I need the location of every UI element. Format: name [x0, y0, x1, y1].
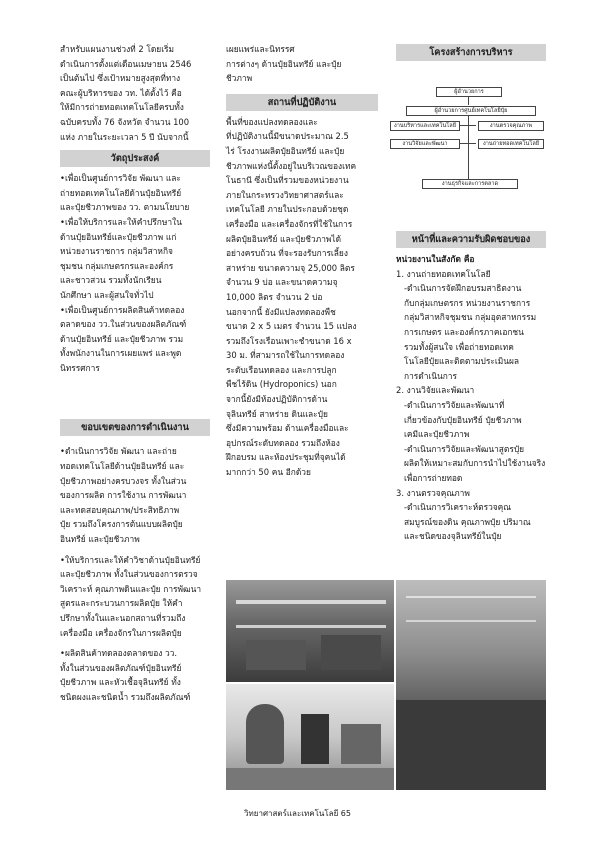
text-line: ให้มีการถ่ายทอดเทคโนโลยีครบทั้ง — [60, 102, 184, 113]
scope-heading: ขอบเขตของการดำเนินงาน — [60, 419, 210, 436]
text-line: ระดับเรือนทดลอง และการปลูก — [226, 364, 337, 375]
text-line: ที่ปฏิบัติงานนี้มีขนาดประมาณ 2.5 — [226, 131, 349, 142]
intro-continued — [226, 42, 378, 86]
text-line: ทั้งพนักงานในการเผยแพร่ และพูด — [60, 348, 182, 359]
text-line: นักศึกษา และผู้สนใจทั่วไป — [60, 289, 154, 300]
text-line: ปุ๋ย รวมถึงโครงการต้นแบบผลิตปุ๋ย — [60, 519, 183, 530]
text-line: นอกจากนี้ ยังมีแปลงทดลองพืช — [226, 306, 336, 317]
objectives-heading: วัตถุประสงค์ — [60, 150, 210, 167]
text-line: ฝึกอบรม และห้องประชุมที่จุคนได้ — [226, 452, 346, 463]
text-line: ภายในกระทรวงวิทยาศาสตร์และ — [226, 189, 344, 200]
text-line: -ดำเนินการวิเคราะห์ตรวจคุณ — [404, 502, 512, 513]
text-line: ปุ๋ยชีวภาพ และหัวเชื้อจุลินทรีย์ ทั้ง — [60, 677, 181, 688]
text-line: ขนาด 2 x 5 เมตร จำนวน 15 แปลง — [226, 321, 357, 332]
text-line: ฉบับครบทั้ง 76 จังหวัด จำนวน 100 — [60, 116, 190, 127]
location-paragraph — [226, 115, 378, 480]
text-line: เกี่ยวข้องกับปุ๋ยอินทรีย์ ปุ๋ยชีวภาพ — [404, 414, 522, 425]
text-line: พื้นที่ของแปลงทดลองและ — [226, 116, 318, 127]
org-chart — [393, 75, 546, 193]
greenhouse-photo — [226, 580, 394, 682]
text-line: และชาวสวน รวมทั้งนักเรียน — [60, 275, 162, 286]
text-line: จากนี้ยังมีห้องปฏิบัติการด้าน — [226, 394, 328, 405]
text-line: -ดำเนินการวิจัยและพัฒนาที่ — [404, 399, 505, 410]
text-line: โนธานี ซึ่งเป็นที่รวมของหน่วยงาน — [226, 175, 349, 186]
text-line: นิทรรศการ — [60, 362, 100, 373]
text-line: กับกลุ่มเกษตรกร หน่วยงานราชการ — [404, 297, 531, 308]
text-line: ชนิดผงและชนิดน้ำ รวมถึงผลิตภัณฑ์ — [60, 691, 191, 702]
text-line: สมบูรณ์ของดิน คุณภาพปุ๋ย ปริมาณ — [404, 516, 531, 527]
org-box-transfer: งานถ่ายทอดเทคโนโลยี — [478, 139, 544, 149]
text-line: คณะผู้บริหารของ วท. ได้ตั้งไว้ คือ — [60, 87, 182, 98]
text-line: •ให้บริการและให้คำวิชาด้านปุ๋ยอินทรีย์ — [60, 554, 201, 565]
text-line: ด้านปุ๋ยอินทรีย์ และปุ๋ยชีวภาพ รวม — [60, 333, 184, 344]
text-line: เคมีและปุ๋ยชีวภาพ — [404, 429, 470, 440]
text-line: ทั้งในส่วนของผลิตภัณฑ์ปุ๋ยอินทรีย์ — [60, 662, 182, 673]
text-line: ไร่ โรงงานผลิตปุ๋ยอินทรีย์ และปุ๋ย — [226, 145, 345, 156]
plant-photo — [396, 580, 546, 790]
text-line: •ผลิตสินค้าทดลองตลาดของ วว. — [60, 648, 178, 659]
text-line: ด้านปุ๋ยอินทรีย์และปุ๋ยชีวภาพ แก่ — [60, 231, 177, 242]
text-line: ชีวภาพแห่งนี้ตั้งอยู่ในบริเวณของเทค — [226, 160, 357, 171]
duties-heading: หน้าที่และความรับผิดชอบของ — [396, 231, 546, 248]
text-line: โนโลยีปุ๋ยและติดตามประเมินผล — [404, 356, 520, 367]
text-line: ปุ๋ยชีวภาพอย่างครบวงจร ทั้งในส่วน — [60, 475, 187, 486]
text-line: การต่างๆ ด้านปุ๋ยอินทรีย์ และปุ๋ย — [226, 58, 342, 69]
text-line: ถ่ายทอดเทคโนโลยีด้านปุ๋ยอินทรีย์ — [60, 187, 182, 198]
text-line: 10,000 ลิตร จำนวน 2 บ่อ — [226, 291, 323, 302]
text-line: มากกว่า 50 คน อีกด้วย — [226, 467, 311, 478]
duties-subheading: หน่วยงานในสังกัด คือ — [396, 254, 475, 264]
text-line: การดำเนินการ — [404, 370, 457, 381]
org-box-top: ผู้อำนวยการ — [436, 87, 502, 97]
text-line: สูตรและกระบวนการผลิตปุ๋ย ให้คำ — [60, 598, 183, 609]
text-line: •เพื่อเป็นศูนย์การผลิตสินค้าทดลอง — [60, 304, 185, 315]
text-line: สำหรับแผนงานช่วงที่ 2 โดยเริ่ม — [60, 44, 175, 54]
text-line: เพื่อการถ่ายทอด — [404, 472, 463, 483]
text-line: เทคโนโลยี ภายในประกอบด้วยชุด — [226, 204, 349, 215]
text-line: และปุ๋ยชีวภาพของ วว. ตามนโยบาย — [60, 202, 190, 213]
text-line: วิเคราะห์ คุณภาพดินและปุ๋ย การพัฒนา — [60, 583, 202, 594]
text-line: ชุมชน กลุ่มเกษตรกรและองค์กร — [60, 260, 174, 271]
text-line: •ดำเนินการวิจัย พัฒนา และถ่าย — [60, 446, 177, 457]
duties-list — [396, 267, 546, 544]
column-2 — [226, 0, 378, 480]
duty-title: 2. งานวิจัยและพัฒนา — [396, 385, 475, 396]
location-heading: สถานที่ปฏิบัติงาน — [226, 94, 378, 111]
text-line: เผยแพร่และนิทรรศ — [226, 44, 295, 54]
text-line: กลุ่มวิสาหกิจชุมชน กลุ่มอุตสาหกรรม — [404, 312, 537, 323]
text-line: พืชไร้ดิน (Hydroponics) นอก — [226, 379, 337, 390]
text-line: ผลิตให้เหมาะสมกับการนำไปใช้งานจริง — [404, 458, 546, 469]
text-line: และชนิดของจุลินทรีย์ในปุ๋ย — [404, 531, 502, 542]
text-line: ชีวภาพ — [226, 73, 253, 84]
text-line: ดำเนินการตั้งแต่เดือนเมษายน 2546 — [60, 58, 192, 69]
text-line: จุลินทรีย์ สาหร่าย ดินและปุ๋ย — [226, 408, 328, 419]
text-line: เครื่องมือ และเครื่องจักรที่ใช้ในการ — [226, 218, 353, 229]
duty-title: 3. งานตรวจคุณภาพ — [396, 487, 470, 498]
org-box-admin: งานบริหารและเทคโนโลยี — [390, 121, 460, 131]
text-line: การเกษตร และองค์กรภาคเอกชน — [404, 326, 524, 337]
page-footer: วิทยาศาสตร์และเทคโนโลยี 65 — [244, 809, 351, 818]
text-line: 30 ม. ที่สามารถใช้ในการทดลอง — [226, 350, 345, 361]
text-line: รวมถึงโรงเรือนเพาะชำขนาด 16 x — [226, 335, 352, 346]
text-line: หน่วยงานราชการ กลุ่มวิสาหกิจ — [60, 246, 173, 257]
text-line: เป็นต้นไป ซึ่งเป้าหมายสูงสุดที่ทาง — [60, 73, 181, 84]
laboratory-photo — [226, 684, 394, 790]
text-line: -ดำเนินการจัดฝึกอบรมสาธิตงาน — [404, 283, 522, 294]
text-line: อุปกรณ์ระดับทดลอง รวมถึงห้อง — [226, 437, 340, 448]
text-line: ของการผลิต การใช้งาน การพัฒนา — [60, 490, 187, 501]
text-line: ซึ่งมีความพร้อม ด้านเครื่องมือและ — [226, 423, 349, 434]
org-box-research: งานวิจัยและพัฒนา — [390, 139, 460, 149]
text-line: ปรึกษาทั้งในและนอกสถานที่รวมถึง — [60, 613, 186, 623]
text-line: •เพื่อเป็นศูนย์การวิจัย พัฒนา และ — [60, 173, 181, 184]
objectives-list — [60, 171, 210, 375]
column-3-duties — [396, 231, 546, 544]
text-line: เครื่องมือ เครื่องจักรในการผลิตปุ๋ย — [60, 627, 182, 638]
text-line: •เพื่อให้บริการและให้คำปรึกษาใน — [60, 216, 182, 227]
text-line: ตลาดของ วว.ในส่วนของผลิตภัณฑ์ — [60, 319, 187, 330]
column-3 — [396, 0, 546, 61]
text-line: สาหร่าย ขนาดความจุ 25,000 ลิตร — [226, 262, 355, 273]
text-line: -ดำเนินการวิจัยและพัฒนาสูตรปุ๋ย — [404, 443, 525, 454]
text-line: แห่ง ภายในระยะเวลา 5 ปี นับจากนี้ — [60, 131, 189, 142]
column-1 — [60, 0, 210, 711]
text-line: รวมทั้งผู้สนใจ เพื่อถ่ายทอดเทค — [404, 341, 514, 352]
org-box-quality: งานตรวจคุณภาพ — [478, 121, 544, 131]
text-line: อย่างครบถ้วน ที่จะรองรับการเลี้ยง — [226, 248, 348, 259]
org-box-second: ผู้อำนวยการศูนย์เทคโนโลยีปุ๋ย — [406, 106, 536, 116]
text-line: จำนวน 9 บ่อ และขนาดความจุ — [226, 277, 338, 288]
scope-list — [60, 444, 210, 710]
org-heading: โครงสร้างการบริหาร — [396, 44, 546, 61]
text-line: อินทรีย์ และปุ๋ยชีวภาพ — [60, 534, 140, 545]
text-line: ทอดเทคโนโลยีด้านปุ๋ยอินทรีย์ และ — [60, 461, 185, 472]
intro-paragraph — [60, 42, 210, 144]
org-box-business: งานธุรกิจและการตลาด — [422, 179, 518, 189]
text-line: และปุ๋ยชีวภาพ ทั้งในส่วนของการตรวจ — [60, 569, 198, 580]
text-line: ผลิตปุ๋ยอินทรีย์ และปุ๋ยชีวภาพได้ — [226, 233, 342, 244]
text-line: และทดสอบคุณภาพ/ประสิทธิภาพ — [60, 504, 180, 515]
duty-title: 1. งานถ่ายทอดเทคโนโลยี — [396, 268, 491, 279]
